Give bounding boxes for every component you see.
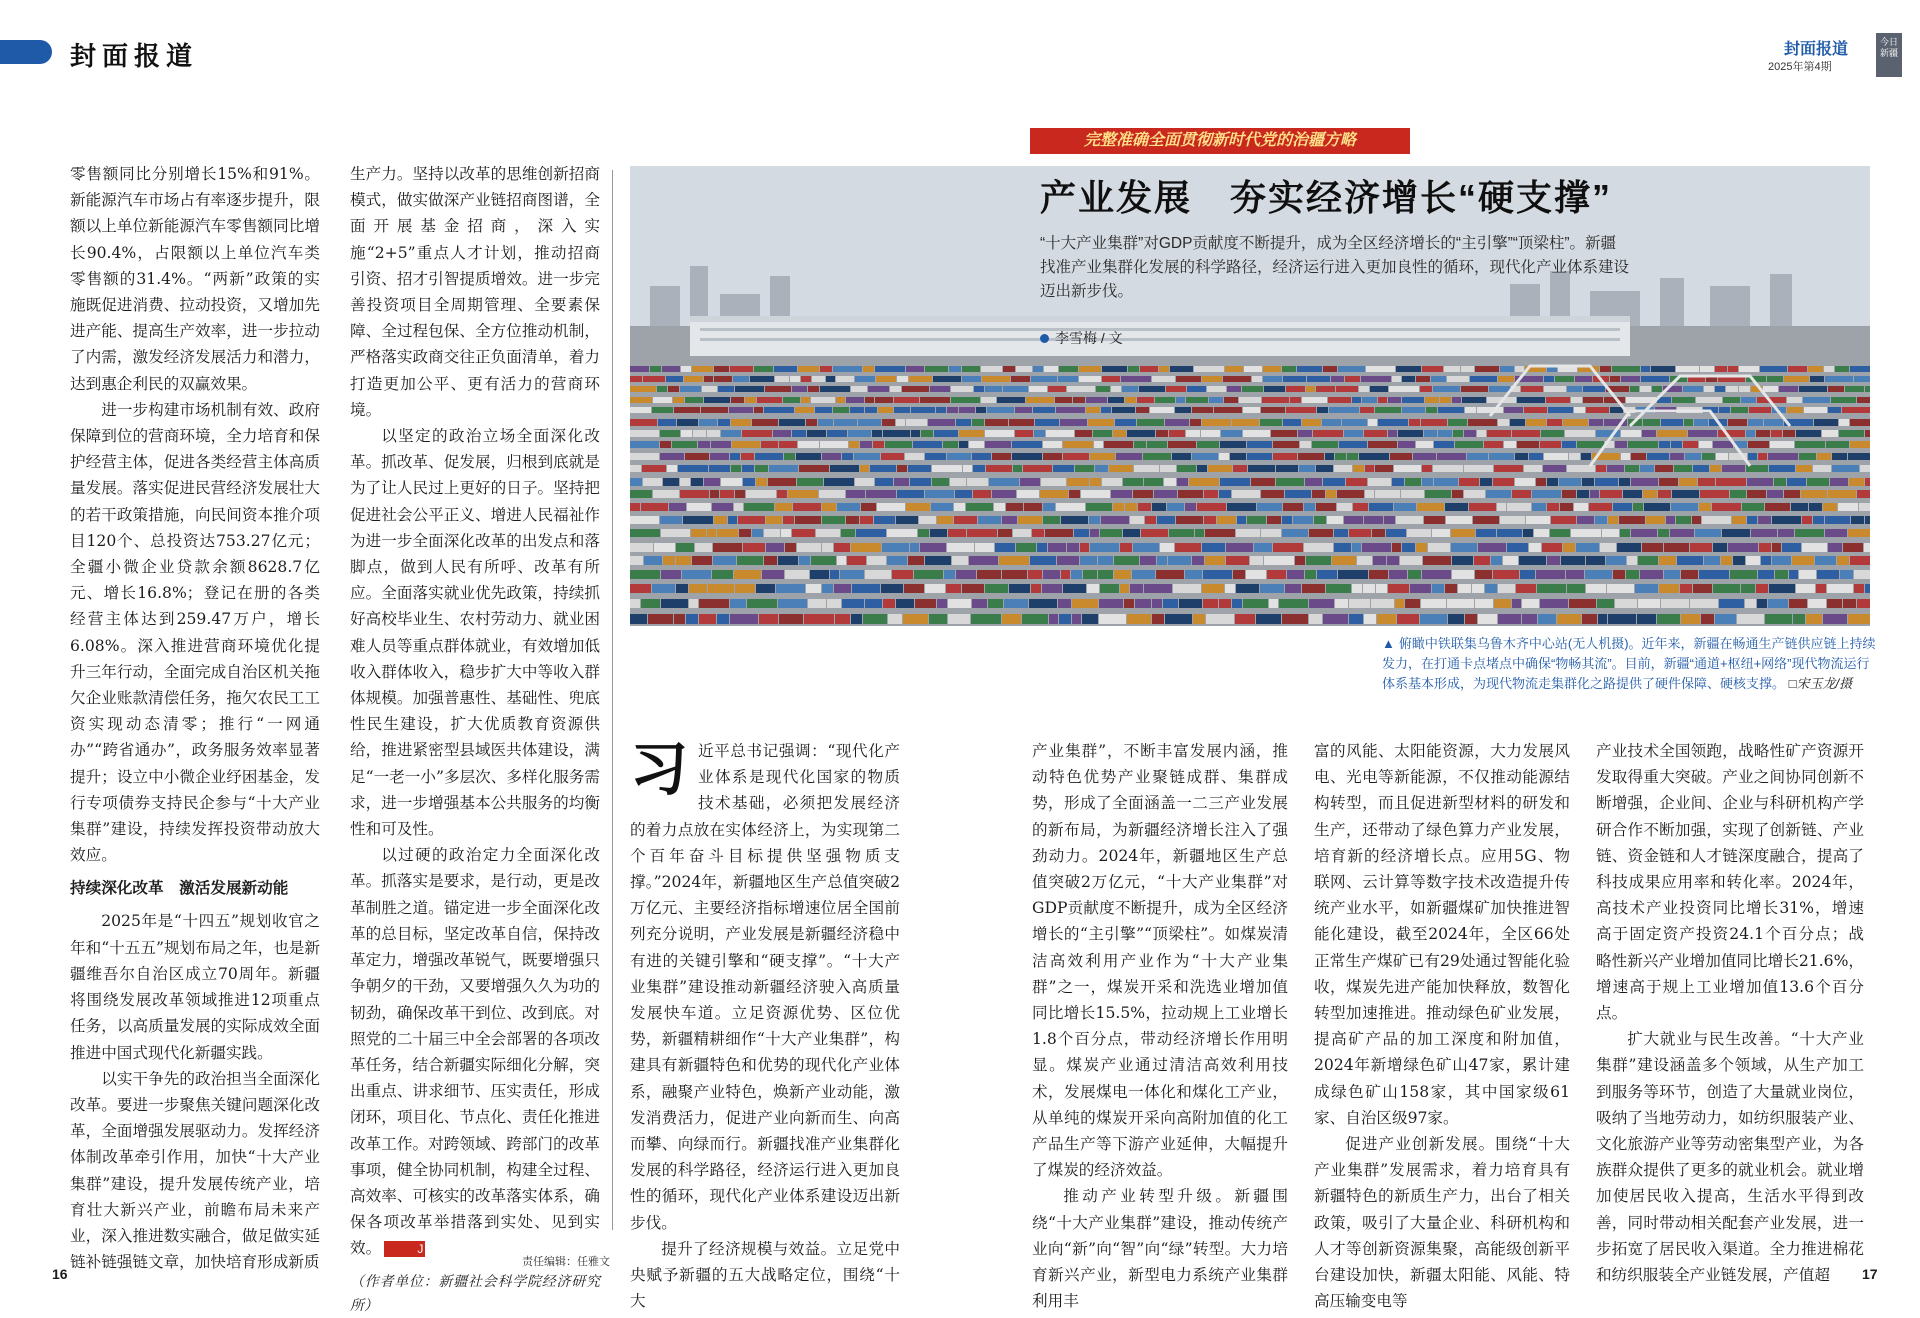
author-bullet-icon <box>1040 334 1049 343</box>
photo-caption-text: 俯瞰中铁联集乌鲁木齐中心站(无人机摄)。近年来，新疆在畅通生产链供应链上持续发力，在打通卡点堵点中确保“物畅其流”。目前，新疆“通道+枢纽+网络”现代物流运行体系基本形成，为现代物流走集群化之路提供了硬件保障、硬核支撑。 <box>1382 636 1876 691</box>
right-page-column-4 <box>1596 738 1864 1288</box>
photo-caption <box>1382 634 1882 694</box>
paragraph: 促进产业创新发展。围绕“十大产业集群”发展需求，着力培育具有新疆特色的新质生产力，出台了相关政策，吸引了大量企业、科研机构和人才等创新资源集聚，高能级创新平台建设加快，新疆太阳能、风能、特高压输变电等 <box>1314 1135 1570 1311</box>
section-tab-marker <box>0 40 52 64</box>
left-page-column-2 <box>350 161 600 1318</box>
paragraph: 生产力。坚持以改革的思维创新招商模式，做实做深产业链招商图谱，全面开展基金招商，深入实施“2+5”重点人才计划，推动招商引资、招才引智提质增效。进一步完善投资项目全周期管理、全要素保障、全过程包保、全方位推动机制，严格落实政商交往正负面清单，着力打造更加公平、更有活力的营商环境。 <box>350 165 600 419</box>
caption-triangle-icon: ▲ <box>1382 636 1395 651</box>
paragraph-text: 近平总书记强调：“现代化产业体系是现代化国家的物质技术基础，必须把发展经济的着力点放在实体经济上，为实现第二个百年奋斗目标提供坚强物质支撑。”2024年，新疆地区生产总值突破2万亿元、主要经济指标增速位居全国前列充分说明，产业发展是新疆经济稳中有进的关键引擎和“硬支撑”。“十大产业集群”建设推动新疆经济驶入高质量发展快车道。立足资源优势、区位优势，新疆精耕细作“十大产业集群”，构建具有新疆特色和优势的现代化产业体系，融聚产业特色，焕新产业动能，激发消费活力，促进产业向新而生、向高而攀、向绿而行。新疆找准产业集群化发展的科学路径，经济运行进入更加良性的循环，现代化产业体系建设迈出新步伐。 <box>630 742 900 1232</box>
right-page-column-3 <box>1314 738 1570 1314</box>
responsible-editor: 责任编辑：任雅文 <box>522 1256 610 1268</box>
paragraph: 以实干争先的政治担当全面深化改革。要进一步聚焦关键问题深化改革，全面增强发展驱动力。发挥经济体制改革牵引作用，加快“十大产业集群”建设，提升发展传统产业，培育壮大新兴产业，前瞻布局未来产业，深入推进数实融合，做足做实延链补链强链文章，加快培育形成新质 <box>70 1069 320 1272</box>
paragraph: 富的风能、太阳能资源，大力发展风电、光电等新能源，不仅推动能源结构转型，而且促进新型材料的研发和生产，还带动了绿色算力产业发展，培育新的经济增长点。应用5G、物联网、云计算等数字技术改造提升传统产业水平，如新疆煤矿加快推进智能化建设，截至2024年，全区66处正常生产煤矿已有29处通过智能化验收，煤炭先进产能加快释放，数智化转型加速推进。推动绿色矿业发展，提高矿产品的加工深度和附加值，2024年新增绿色矿山47家，累计建成绿色矿山158家，其中国家级61家、自治区级97家。 <box>1314 742 1570 1127</box>
magazine-logo: 今日 新疆 <box>1876 33 1902 77</box>
paragraph: 提升了经济规模与效益。立足党中央赋予新疆的五大战略定位，围绕“十大 <box>630 1239 900 1311</box>
article-author: 李雪梅 / 文 <box>1055 330 1123 346</box>
page-number-right: 17 <box>1862 1266 1878 1282</box>
photo-credit: □宋玉龙/摄 <box>1788 676 1853 691</box>
article-lead: “十大产业集群”对GDP贡献度不断提升，成为全区经济增长的“主引擎”“顶梁柱”。新疆找准产业集群化发展的科学路径，经济运行进入更加良性的循环，现代化产业体系建设迈出新步伐。 <box>1040 235 1630 300</box>
paragraph: 2025年是“十四五”规划收官之年和“十五五”规划布局之年，也是新疆维吾尔自治区成立70周年。新疆将围绕发展改革领域推进12项重点任务，以高质量发展的实际成效全面推进中国式现代化新疆实践。 <box>70 912 320 1062</box>
paragraph: 产业技术全国领跑，战略性矿产资源开发取得重大突破。产业之间协同创新不断增强，企业间、企业与科研机构产学研合作不断加强，实现了创新链、产业链、资金链和人才链深度融合，提高了科技成果应用率和转化率。2024年，高技术产业投资同比增长31%，增速高于固定资产投资24.1个百分点；战略性新兴产业增加值同比增长21.6%，增速高于规上工业增加值13.6个百分点。 <box>1596 742 1864 1023</box>
drop-cap: 习 <box>630 735 689 803</box>
section-subheading: 持续深化改革 激活发展新动能 <box>70 880 289 898</box>
paragraph: 扩大就业与民生改善。“十大产业集群”建设涵盖多个领域，从生产加工到服务等环节，创造了大量就业岗位，吸纳了当地劳动力，如纺织服装产业、文化旅游产业等劳动密集型产业，为各族群众提供了更多的就业机会。就业增加使居民收入提高，生活水平得到改善，同时带动相关配套产业发展，进一步拓宽了居民收入渠道。全力推进棉花和纺织服装全产业链发展，产值超 <box>1596 1030 1864 1285</box>
issue-label: 2025年第4期 <box>1768 61 1832 73</box>
paragraph: 零售额同比分别增长15%和91%。新能源汽车市场占有率逐步提升，限额以上单位新能源汽车零售额同比增长90.4%，占限额以上单位汽车类零售额的31.4%。“两新”政策的实施既促进消费、拉动投资，又增加先进产能、提高生产效率，进一步拉动了内需，激发经济发展活力和潜力，达到惠企利民的双赢效果。 <box>70 165 320 393</box>
paragraph: 进一步构建市场机制有效、政府保障到位的营商环境，全力培育和保护经营主体，促进各类经营主体高质量发展。落实促进民营经济发展壮大的若干政策措施，向民间资本推介项目120个、总投资达753.27亿元；全疆小微企业贷款余额8628.7亿元、增长16.8%；登记在册的各类经营主体达到259.47万户，增长6.08%。深入推进营商环境优化提升三年行动，全面完成自治区机关拖欠企业账款清偿任务，拖欠农民工工资实现动态清零；推行“一网通办”“跨省通办”，政务服务效率显著提升；设立中小微企业纾困基金，发行专项债券支持民企参与“十大产业集群”建设，持续发挥投资带动放大效应。 <box>70 400 320 865</box>
column-divider <box>612 170 613 1230</box>
author-affiliation: （作者单位：新疆社会科学院经济研究所） <box>350 1273 600 1314</box>
right-page-column-1 <box>630 735 900 1314</box>
right-page-column-2 <box>1032 738 1288 1314</box>
left-page-column-1 <box>70 161 320 1275</box>
paragraph: 推动产业转型升级。新疆围绕“十大产业集群”建设，推动传统产业向“新”向“智”向“绿”转型。大力培育新兴产业，新型电力系统产业集群利用丰 <box>1032 1187 1288 1311</box>
paragraph <box>630 735 900 1236</box>
paragraph: 以坚定的政治立场全面深化改革。抓改革、促发展，归根到底就是为了让人民过上更好的日子。坚持把促进社会公平正义、增进人民福祉作为进一步全面深化改革的出发点和落脚点，做到人民有所呼、改革有所应。全面落实就业优先政策，持续抓好高校毕业生、农村劳动力、就业困难人员等重点群体就业，有效增加低收入群体收入，稳步扩大中等收入群体规模。加强普惠性、基础性、兜底性民生建设，扩大优质教育资源供给，推进紧密型县域医共体建设，满足“一老一小”多层次、多样化服务需求，进一步增强基本公共服务的均衡性和可及性。 <box>350 427 600 839</box>
magazine-section-name: 封面报道 <box>1784 41 1849 58</box>
end-mark: J <box>384 1241 425 1257</box>
section-title: 封面报道 <box>70 42 199 72</box>
article-headline: 产业发展 夯实经济增长“硬支撑” <box>1040 177 1613 218</box>
paragraph: 产业集群”，不断丰富发展内涵，推动特色优势产业聚链成群、集群成势，形成了全面涵盖一二三产业发展的新布局，为新疆经济增长注入了强劲动力。2024年，新疆地区生产总值突破2万亿元，“十大产业集群”对GDP贡献度不断提升，成为全区经济增长的“主引擎”“顶梁柱”。如煤炭清洁高效利用产业作为“十大产业集群”之一，煤炭开采和洗选业增加值同比增长15.5%，拉动规上工业增长1.8个百分点，带动经济增长作用明显。煤炭产业通过清洁高效利用技术，发展煤电一体化和煤化工产业，从单纯的煤炭开采向高附加值的化工产品生产等下游产业延伸，大幅提升了煤炭的经济效益。 <box>1032 742 1288 1180</box>
series-banner: 完整准确全面贯彻新时代党的治疆方略 <box>1030 128 1410 154</box>
paragraph-text: 以过硬的政治定力全面深化改革。抓落实是要求，是行动，更是改革制胜之道。锚定进一步全面深化改革的总目标，坚定改革自信，保持改革定力，增强改革锐气，既要增强只争朝夕的干劲，又要增强久久为功的韧劲，确保改革干到位、改到底。对照党的二十届三中全会部署的各项改革任务，结合新疆实际细化分解，突出重点、讲求细节、压实责任，形成闭环，项目化、节点化、责任化推进改革工作。对跨领域、跨部门的改革事项，健全协同机制，构建全过程、高效率、可核实的改革落实体系，确保各项改革举措落到实处、见到实效。 <box>350 846 600 1258</box>
paragraph <box>350 842 600 1261</box>
page-number-left: 16 <box>52 1266 68 1282</box>
